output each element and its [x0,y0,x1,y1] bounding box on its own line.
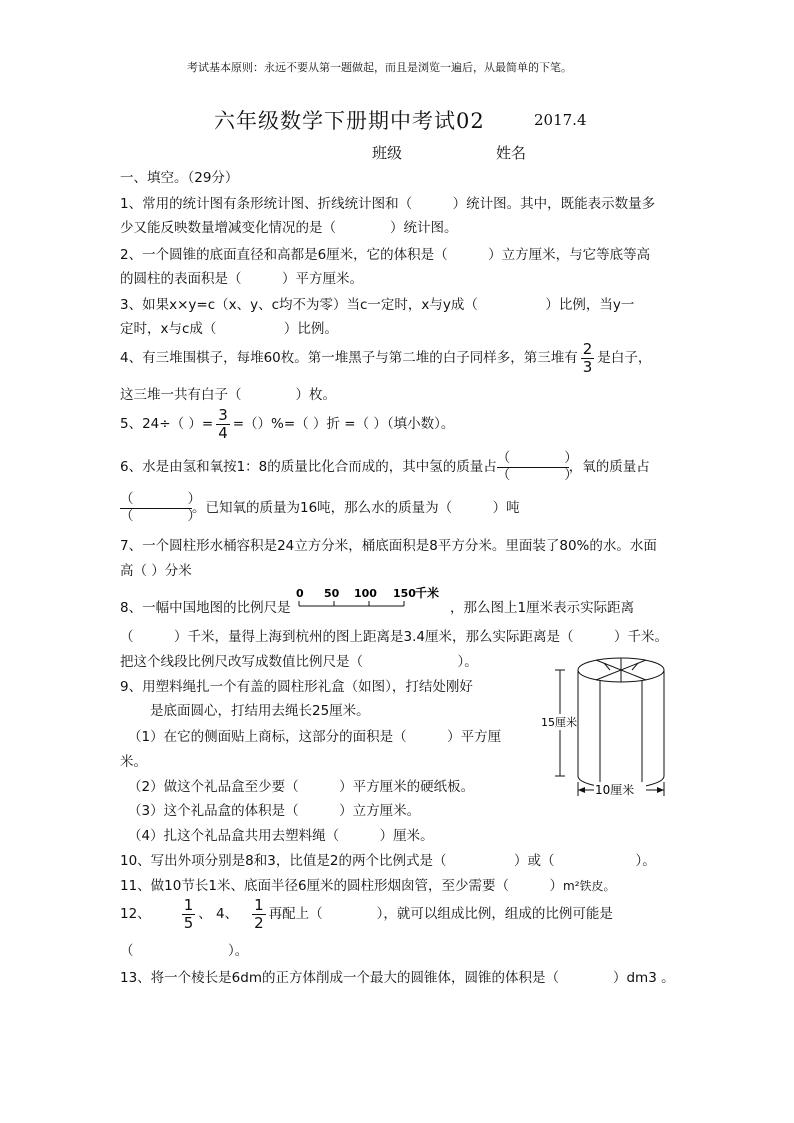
question-3-line-1: 3、如果x×y=c（x、y、c均不为零）当c一定时，x与y成（ ）比例，当y一 [120,297,635,313]
scale-unit: 千米 [415,586,440,600]
question-1-line-2: 少又能反映数量增减变化情况的是（ ）统计图。 [120,220,458,236]
question-12-line-2: （ ）。 [120,943,249,959]
question-4-line-1 [120,338,651,378]
question-7-line-1: 7、一个圆柱形水桶容积是24立方分米，桶底面积是8平方分米。里面装了80%的水。水面 [120,538,657,554]
question-4-text-b: 是白子， [597,350,652,366]
question-8-line-2: （ ）千米，量得上海到杭州的图上距离是3.4厘米，那么实际距离是（ ）千米。 [120,629,668,645]
question-6-line-2 [120,490,520,526]
hydrogen-fraction-blank: （ ） （ ） [496,449,578,483]
fraction-one-fifth: $\frac{1}{5}$ [183,896,194,932]
fraction-two-thirds: $\frac{2}{3}$ [582,340,593,376]
question-9-line-1: 9、用塑料绳扎一个有盖的圆柱形礼盒（如图），打结处刚好 [120,679,473,695]
question-8-line-3: 把这个线段比例尺改写成数值比例尺是（ ）。 [120,654,478,670]
question-8-line-1b: ，那么图上1厘米表示实际距离 [450,600,635,616]
question-5-text-b: =（）%=（ ）折 =（ ）（填小数）。 [232,416,455,432]
question-12-text-a: 12、 [120,906,151,922]
scale-tick-150: 150 [393,587,416,600]
question-9-sub-2: （2）做这个礼品盒至少要（ ）平方厘米的硬纸板。 [128,779,475,795]
question-5-line [120,404,454,444]
question-6-line-1 [120,449,650,485]
question-9-sub-3: （3）这个礼品盒的体积是（ ）立方厘米。 [128,803,421,819]
question-4-line-2: 这三堆一共有白子（ ）枚。 [120,387,336,403]
question-8-line-1a: 8、一幅中国地图的比例尺是 [120,600,291,616]
oxygen-fraction-blank: （ ） （ ） [120,490,201,524]
question-6-text-c: 。已知氧的质量为16吨，那么水的质量为（ ）吨 [192,500,520,516]
question-9-line-2: 是底面圆心，打结用去绳长25厘米。 [150,703,370,719]
name-label: 姓名 [496,144,527,162]
question-4-text-a: 4、有三堆围棋子，每堆60枚。第一堆黑子与第二堆的白子同样多，第三堆有 [120,350,578,366]
scale-bar [294,584,444,616]
scale-tick-0: 0 [296,587,304,600]
question-11-text-a: 11、做10节长1米、底面半径6厘米的圆柱形烟囱管，至少需要（ ） [120,878,564,894]
question-9-sub-4: （4）扎这个礼品盒共用去塑料绳（ ）厘米。 [128,828,434,844]
exam-principle: 考试基本原则：永远不要从第一题做起，而且是浏览一遍后，从最简单的下笔。 [187,61,572,74]
question-2-line-1: 2、一个圆锥的底面直径和高都是6厘米，它的体积是（ ）立方厘米，与它等底等高 [120,247,651,263]
question-13: 13、将一个棱长是6dm的正方体削成一个最大的圆锥体，圆锥的体积是（ ）dm3 。 [120,970,675,986]
page-title: 六年级数学下册期中考试02 [214,109,485,133]
fraction-three-quarters: $\frac{3}{4}$ [218,406,228,442]
question-6-text-a: 6、水是由氢和氧按1：8的质量比化合而成的，其中氢的质量占 [120,459,497,475]
question-7-line-2: 高（ ）分米 [120,563,192,579]
question-1-line-1: 1、常用的统计图有条形统计图、折线统计图和（ ）统计图。其中，既能表示数量多 [120,196,656,212]
question-12-line-1 [120,894,613,934]
diameter-label: 10厘米 [595,783,635,797]
question-11-text-b: m²铁皮。 [563,879,616,893]
class-label: 班级 [372,144,403,162]
cylinder-gift-box-figure [538,650,688,800]
scale-tick-50: 50 [324,587,340,600]
question-6-text-b: ，氧的质量占 [568,459,650,475]
question-9-sub-1: （1）在它的侧面贴上商标，这部分的面积是（ ）平方厘 [128,729,502,745]
question-3-line-2: 定时，x与c成（ ）比例。 [120,321,338,337]
fraction-one-half: $\frac{1}{2}$ [254,896,264,932]
question-5-text-a: 5、24÷（ ）= [120,416,214,432]
question-12-text-b: 再配上（ ），就可以组成比例，组成的比例可能是 [268,906,613,922]
question-12-text-mid: 、 4、 [198,906,239,922]
question-9-sub-1-cont: 米。 [120,754,147,770]
section-heading: 一、填空。（29分） [120,170,239,186]
question-2-line-2: 的圆柱的表面积是（ ）平方厘米。 [120,271,363,287]
question-11 [120,874,616,894]
question-10: 10、写出外项分别是8和3，比值是2的两个比例式是（ ）或（ ）。 [120,853,656,869]
exam-date: 2017.4 [534,111,587,129]
scale-tick-100: 100 [354,587,377,600]
height-label: 15厘米 [541,716,577,729]
